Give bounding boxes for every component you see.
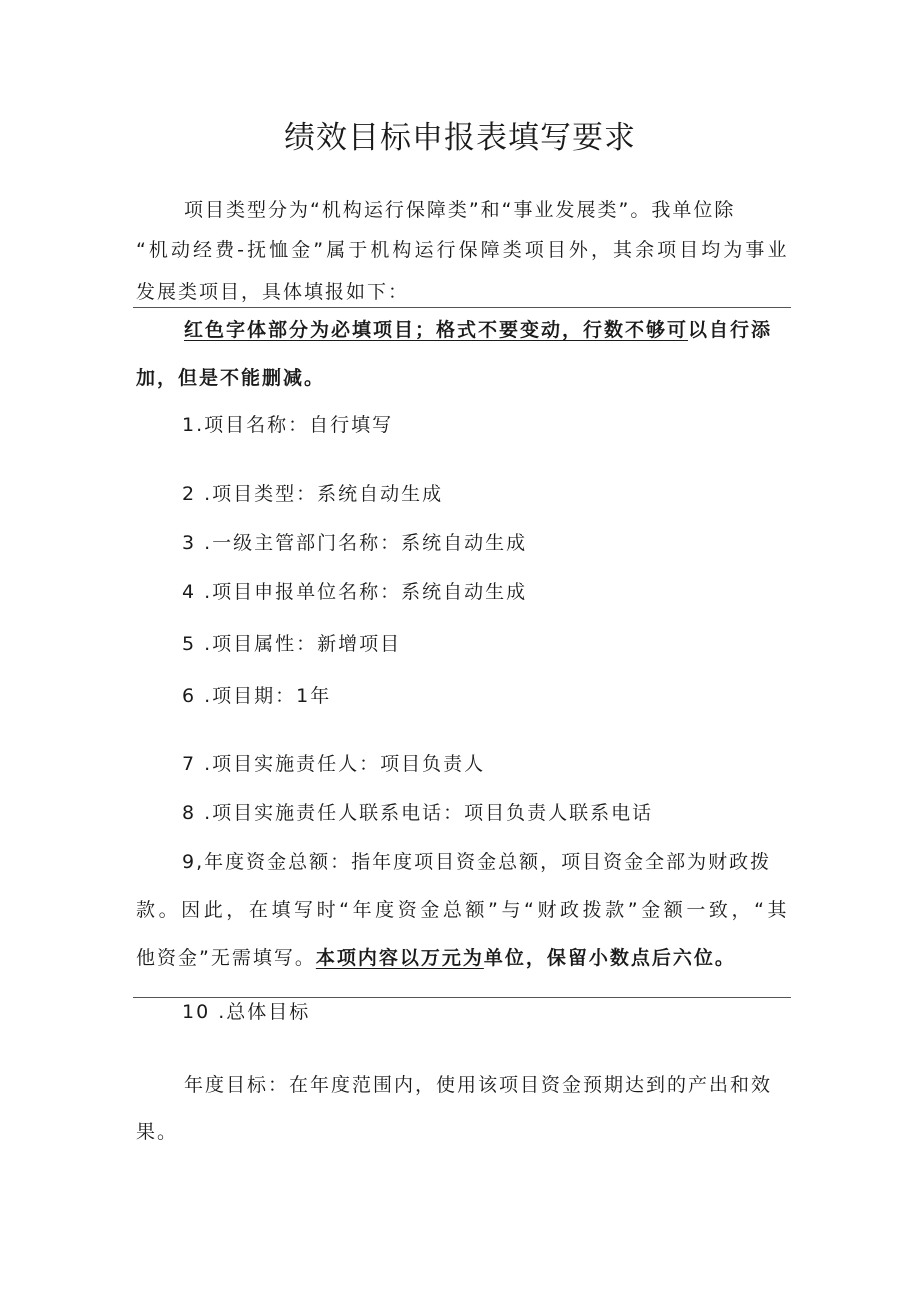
annual-goal-line-1: 年度目标：在年度范围内，使用该项目资金预期达到的产出和效 <box>184 1074 773 1096</box>
annual-goal-line-2: 果。 <box>136 1121 179 1143</box>
item-9-line-3 <box>136 944 736 972</box>
notice-rest-text: 以自行添 <box>688 319 773 341</box>
intro-line-2: “机动经费-抚恤金”属于机构运行保障类项目外，其余项目均为事业 <box>136 239 788 261</box>
item-6: 6 .项目期：1年 <box>182 685 332 707</box>
intro-line-3: 发展类项目，具体填报如下： <box>136 281 410 303</box>
notice-line-1 <box>184 316 772 344</box>
item-5: 5 .项目属性：新增项目 <box>182 633 402 655</box>
item-4: 4 .项目申报单位名称：系统自动生成 <box>182 581 528 603</box>
notice-line-2: 加，但是不能删减。 <box>136 367 326 389</box>
item-9-underlined-text: 本项内容以万元为 <box>315 947 484 969</box>
item-2: 2 .项目类型：系统自动生成 <box>182 483 444 505</box>
item-9-line-1: 9,年度资金总额：指年度项目资金总额，项目资金全部为财政拨 <box>182 851 772 873</box>
item-9-line-2: 款。因此，在填写时“年度资金总额”与“财政拨款”金额一致，“其 <box>136 899 788 921</box>
item-8: 8 .项目实施责任人联系电话：项目负责人联系电话 <box>182 802 654 824</box>
item-1: 1.项目名称：自行填写 <box>182 414 394 436</box>
item-9-plain-text: 他资金”无需填写。 <box>136 947 316 969</box>
item-9-bold-text: 单位，保留小数点后六位。 <box>483 947 736 969</box>
intro-line-1: 项目类型分为“机构运行保障类”和“事业发展类”。我单位除 <box>184 199 736 221</box>
notice-underlined-text: 红色字体部分为必填项目；格式不要变动，行数不够可 <box>184 319 689 341</box>
page-title: 绩效目标申报表填写要求 <box>284 120 636 156</box>
divider-top <box>133 307 791 308</box>
item-3: 3 .一级主管部门名称：系统自动生成 <box>182 532 528 554</box>
item-10: 10 .总体目标 <box>182 1001 311 1023</box>
item-7: 7 .项目实施责任人：项目负责人 <box>182 753 486 775</box>
